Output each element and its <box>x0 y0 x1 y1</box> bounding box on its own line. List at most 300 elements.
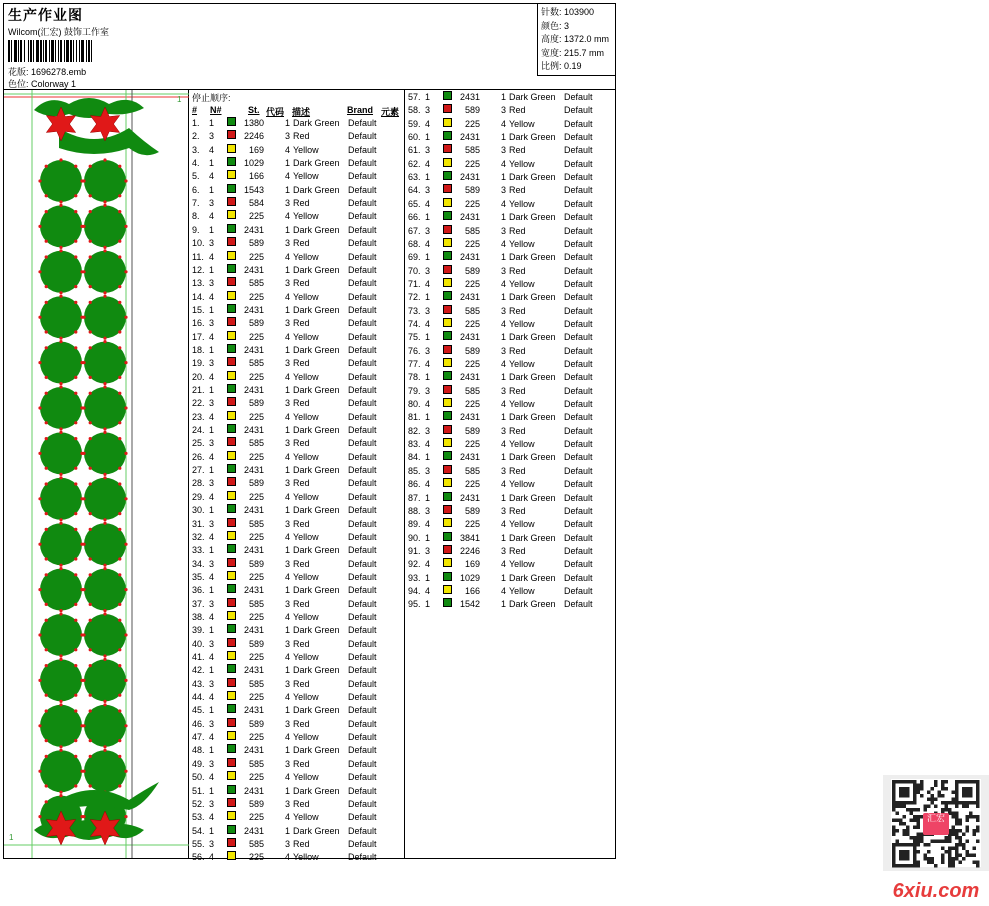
row-index: 34. <box>192 558 205 569</box>
qr-module <box>899 794 903 798</box>
row-code: 225 <box>464 238 480 249</box>
qr-module <box>959 836 963 840</box>
row-needle: 4 <box>209 732 215 743</box>
red-dot <box>124 770 127 773</box>
row-code: 2431 <box>243 825 264 836</box>
qr-module <box>903 850 907 854</box>
qr-module <box>924 843 928 847</box>
qr-module <box>976 829 980 833</box>
qr-module <box>948 850 952 854</box>
table-row <box>189 357 405 370</box>
table-row <box>189 624 405 637</box>
row-description: Red <box>293 558 310 569</box>
red-dot <box>82 815 85 818</box>
row-needle: 3 <box>209 238 215 249</box>
row-needle: 4 <box>209 291 215 302</box>
row-description: Dark Green <box>293 385 340 395</box>
qr-module <box>955 812 959 816</box>
production-sheet <box>3 3 980 902</box>
row-code: 1542 <box>459 599 480 610</box>
qr-module <box>899 854 903 858</box>
row-code: 2431 <box>243 425 264 436</box>
width-label: 宽度: <box>541 47 562 58</box>
row-description: Red <box>293 638 310 649</box>
color-swatch <box>227 451 236 460</box>
row-brand: Default <box>348 211 377 222</box>
qr-module <box>896 843 900 847</box>
red-dot <box>89 784 92 787</box>
row-stop: 4 <box>285 211 291 222</box>
row-index: 78. <box>408 372 421 383</box>
table-row <box>405 505 621 518</box>
row-stop: 3 <box>501 385 507 396</box>
red-dot <box>38 588 41 591</box>
row-brand: Default <box>564 492 593 503</box>
qr-module <box>917 836 921 840</box>
red-dot <box>103 522 106 525</box>
row-description: Dark Green <box>293 224 340 235</box>
row-code: 169 <box>248 144 264 155</box>
qr-module <box>969 780 973 784</box>
row-index: 86. <box>408 479 421 490</box>
design-value: 1696278.emb <box>31 67 87 77</box>
row-stop: 1 <box>285 344 291 355</box>
color-label: 色位: <box>8 79 29 89</box>
qr-module <box>892 784 896 788</box>
row-description: Yellow <box>293 852 319 863</box>
row-needle: 1 <box>425 572 431 583</box>
qr-module <box>906 833 910 837</box>
row-code: 584 <box>248 198 264 209</box>
qr-module <box>892 857 896 861</box>
col-header-code: 代码 <box>266 107 285 117</box>
row-brand: Default <box>348 358 377 369</box>
qr-module <box>892 801 896 805</box>
row-description: Red <box>293 358 310 369</box>
red-dot <box>124 179 127 182</box>
row-description: Red <box>509 425 526 436</box>
red-dot <box>74 285 77 288</box>
qr-module <box>913 798 917 802</box>
qr-module <box>952 826 956 830</box>
row-needle: 1 <box>209 465 215 476</box>
row-description: Dark Green <box>293 465 340 476</box>
row-code: 225 <box>464 439 480 450</box>
red-dot <box>45 210 48 213</box>
red-dot <box>89 528 92 531</box>
qr-module <box>966 826 970 830</box>
red-dot <box>118 664 121 667</box>
qr-module <box>934 864 938 868</box>
red-dot <box>89 421 92 424</box>
row-code: 585 <box>248 358 264 369</box>
row-description: Yellow <box>293 251 319 262</box>
embroidery-preview <box>4 90 189 858</box>
row-code: 589 <box>464 345 480 356</box>
row-code: 225 <box>248 732 264 743</box>
qr-module <box>896 812 900 816</box>
color-swatch <box>443 572 452 581</box>
qr-module <box>906 829 910 833</box>
row-index: 19. <box>192 358 205 369</box>
qr-module <box>899 857 903 861</box>
red-dot <box>89 194 92 197</box>
qr-module <box>973 861 977 865</box>
color-swatch <box>443 291 452 300</box>
qr-module <box>924 857 928 861</box>
red-dot <box>124 406 127 409</box>
row-code: 225 <box>248 491 264 502</box>
red-dot <box>74 603 77 606</box>
color-swatch <box>443 438 452 447</box>
qr-module <box>892 808 896 812</box>
col-header-num: # <box>192 105 198 115</box>
red-dot <box>89 619 92 622</box>
row-index: 8. <box>192 211 200 222</box>
top-leaf-ornament <box>34 98 144 118</box>
table-row <box>189 144 405 157</box>
qr-module <box>917 787 921 791</box>
row-needle: 3 <box>209 678 215 689</box>
qr-module <box>903 843 907 847</box>
row-brand: Default <box>564 372 593 383</box>
qr-module <box>955 836 959 840</box>
color-swatch <box>227 277 236 286</box>
red-dot <box>103 431 106 434</box>
red-dot <box>124 724 127 727</box>
qr-module <box>941 808 945 812</box>
qr-module <box>917 861 921 865</box>
row-needle: 4 <box>209 571 215 582</box>
qr-module <box>955 780 959 784</box>
row-needle: 1 <box>209 385 215 395</box>
row-stop: 3 <box>285 478 291 489</box>
qr-module <box>955 822 959 826</box>
row-stop: 3 <box>285 131 291 142</box>
row-stop: 1 <box>501 132 507 143</box>
table-row <box>189 451 405 464</box>
qr-module <box>917 833 921 837</box>
qr-module <box>899 850 903 854</box>
row-stop: 1 <box>501 252 507 263</box>
row-index: 15. <box>192 304 205 315</box>
row-index: 5. <box>192 171 200 182</box>
red-dot <box>45 165 48 168</box>
table-row <box>189 491 405 504</box>
red-dot <box>59 385 62 388</box>
red-dot <box>124 543 127 546</box>
row-brand: Default <box>348 518 377 529</box>
qr-module <box>955 791 959 795</box>
qr-module <box>976 819 980 823</box>
row-stop: 1 <box>501 599 507 610</box>
red-dot <box>45 392 48 395</box>
red-dot <box>89 392 92 395</box>
row-brand: Default <box>348 198 377 209</box>
red-dot <box>118 255 121 258</box>
row-index: 29. <box>192 491 205 502</box>
row-description: Yellow <box>293 371 319 382</box>
qr-module <box>927 791 931 795</box>
qr-module <box>959 829 963 833</box>
qr-module <box>955 843 959 847</box>
qr-module <box>952 829 956 833</box>
qr-module <box>913 826 917 830</box>
table-row <box>189 638 405 651</box>
row-brand: Default <box>348 545 377 556</box>
qr-module <box>920 836 924 840</box>
red-dot <box>59 700 62 703</box>
row-description: Yellow <box>509 399 535 410</box>
height-line <box>541 33 612 47</box>
qr-module <box>945 808 949 812</box>
qr-module <box>948 808 952 812</box>
row-index: 41. <box>192 652 205 662</box>
qr-module <box>910 864 914 868</box>
row-index: 83. <box>408 439 421 450</box>
row-stop: 3 <box>501 225 507 236</box>
row-needle: 1 <box>209 304 215 315</box>
red-dot <box>118 573 121 576</box>
row-brand: Default <box>564 599 593 610</box>
table-row <box>189 424 405 437</box>
row-needle: 1 <box>425 292 431 303</box>
qr-module <box>896 819 900 823</box>
red-dot <box>59 337 62 340</box>
row-stop: 1 <box>501 452 507 463</box>
table-row <box>405 358 621 371</box>
red-dot <box>74 512 77 515</box>
red-dot <box>89 346 92 349</box>
qr-module <box>903 780 907 784</box>
color-swatch <box>443 358 452 367</box>
red-dot <box>45 648 48 651</box>
qr-module <box>913 819 917 823</box>
red-dot <box>82 406 85 409</box>
row-needle: 4 <box>209 852 215 863</box>
color-swatch <box>443 131 452 140</box>
row-stop: 1 <box>501 332 507 343</box>
qr-module <box>955 787 959 791</box>
red-dot <box>118 301 121 304</box>
marker-right: 1 <box>177 95 182 104</box>
qr-module <box>896 780 900 784</box>
row-index: 79. <box>408 385 421 396</box>
qr-module <box>976 784 980 788</box>
red-dot <box>59 249 62 252</box>
row-index: 12. <box>192 264 205 275</box>
row-code: 589 <box>248 478 264 489</box>
qr-module <box>952 815 956 819</box>
row-code: 225 <box>248 772 264 783</box>
row-brand: Default <box>564 265 593 276</box>
table-row <box>189 811 405 824</box>
color-swatch <box>227 611 236 620</box>
row-brand: Default <box>348 718 377 729</box>
row-needle: 3 <box>425 385 431 396</box>
color-swatch <box>227 518 236 527</box>
table-row <box>189 664 405 677</box>
row-description: Dark Green <box>293 425 340 436</box>
row-stop: 3 <box>285 598 291 609</box>
qr-module <box>903 822 907 826</box>
qr-module <box>913 864 917 868</box>
qr-module <box>910 801 914 805</box>
row-index: 9. <box>192 224 200 235</box>
row-brand: Default <box>564 519 593 530</box>
row-stop: 1 <box>501 412 507 423</box>
row-needle: 3 <box>209 598 215 609</box>
row-code: 585 <box>248 598 264 609</box>
design-preview <box>4 90 189 858</box>
red-dot <box>82 270 85 273</box>
row-brand: Default <box>564 559 593 570</box>
red-dot <box>89 467 92 470</box>
color-swatch <box>227 130 236 139</box>
red-dot <box>45 437 48 440</box>
row-brand: Default <box>564 465 593 476</box>
color-swatch <box>227 624 236 633</box>
row-description: Yellow <box>293 732 319 743</box>
row-description: Yellow <box>293 531 319 542</box>
row-stop: 4 <box>285 652 291 662</box>
row-stop: 3 <box>501 425 507 436</box>
row-stop: 4 <box>285 371 291 382</box>
table-row <box>405 598 621 611</box>
row-needle: 4 <box>425 399 431 410</box>
qr-module <box>966 801 970 805</box>
color-swatch <box>227 851 236 860</box>
row-description: Yellow <box>509 278 535 289</box>
row-needle: 3 <box>209 131 215 142</box>
qr-module <box>917 864 921 868</box>
qr-module <box>966 794 970 798</box>
row-index: 13. <box>192 278 205 289</box>
row-description: Yellow <box>509 559 535 570</box>
qr-module <box>899 801 903 805</box>
qr-module <box>952 812 956 816</box>
color-swatch <box>443 532 452 541</box>
qr-module <box>962 847 966 851</box>
row-needle: 1 <box>209 425 215 436</box>
row-index: 48. <box>192 745 205 756</box>
qr-module <box>927 798 931 802</box>
table-row <box>405 318 621 331</box>
red-dot <box>82 588 85 591</box>
row-description: Dark Green <box>293 505 340 516</box>
row-brand: Default <box>564 145 593 156</box>
table-row <box>189 571 405 584</box>
red-dot <box>118 557 121 560</box>
qr-module <box>955 784 959 788</box>
qr-seal <box>923 813 949 835</box>
row-code: 589 <box>248 318 264 329</box>
qr-module <box>962 787 966 791</box>
qr-module <box>917 819 921 823</box>
row-brand: Default <box>348 291 377 302</box>
row-stop: 3 <box>501 265 507 276</box>
row-code: 2431 <box>243 385 264 395</box>
row-stop: 4 <box>501 118 507 129</box>
row-index: 37. <box>192 598 205 609</box>
table-row <box>189 731 405 744</box>
row-index: 25. <box>192 438 205 449</box>
red-dot <box>89 709 92 712</box>
row-brand: Default <box>348 772 377 783</box>
page-title: 生产作业图 <box>8 7 83 23</box>
row-needle: 3 <box>209 358 215 369</box>
qr-module <box>906 801 910 805</box>
watermark-logo: 6xiu.com <box>892 880 980 902</box>
qr-module <box>952 857 956 861</box>
row-description: Red <box>293 318 310 329</box>
table-row <box>405 398 621 411</box>
qr-module <box>941 857 945 861</box>
red-dot <box>59 658 62 661</box>
table-row <box>189 157 405 170</box>
row-brand: Default <box>348 692 377 703</box>
color-swatch <box>227 584 236 593</box>
color-swatch <box>227 571 236 580</box>
red-dot <box>103 703 106 706</box>
red-dot <box>59 431 62 434</box>
table-row <box>405 251 621 264</box>
row-stop: 4 <box>501 439 507 450</box>
qr-module <box>927 861 931 865</box>
color-swatch <box>227 237 236 246</box>
row-brand: Default <box>564 132 593 143</box>
table-row <box>189 678 405 691</box>
row-code: 225 <box>248 571 264 582</box>
qr-module <box>906 791 910 795</box>
row-index: 63. <box>408 172 421 183</box>
red-dot <box>103 473 106 476</box>
qr-module <box>948 801 952 805</box>
color-swatch <box>227 704 236 713</box>
row-code: 2431 <box>243 585 264 596</box>
color-swatch <box>227 785 236 794</box>
table-row <box>189 464 405 477</box>
color-swatch <box>443 585 452 594</box>
red-dot <box>45 255 48 258</box>
red-dot <box>59 246 62 249</box>
red-dot <box>38 452 41 455</box>
red-dot <box>103 654 106 657</box>
red-dot <box>118 709 121 712</box>
row-brand: Default <box>348 652 377 662</box>
qr-module <box>892 794 896 798</box>
row-needle: 3 <box>209 398 215 409</box>
row-needle: 4 <box>209 491 215 502</box>
row-code: 2431 <box>243 705 264 716</box>
color-swatch <box>227 477 236 486</box>
row-brand: Default <box>348 638 377 649</box>
color-swatch <box>443 478 452 487</box>
table-row <box>405 171 621 184</box>
row-index: 47. <box>192 732 205 743</box>
row-code: 2431 <box>243 745 264 756</box>
row-description: Yellow <box>509 198 535 209</box>
table-row <box>405 144 621 157</box>
red-dot <box>74 755 77 758</box>
row-description: Dark Green <box>293 158 340 169</box>
row-description: Red <box>293 238 310 249</box>
row-needle: 1 <box>425 212 431 223</box>
color-swatch <box>227 304 236 313</box>
row-code: 225 <box>464 399 480 410</box>
row-description: Yellow <box>293 652 319 662</box>
row-stop: 3 <box>285 558 291 569</box>
